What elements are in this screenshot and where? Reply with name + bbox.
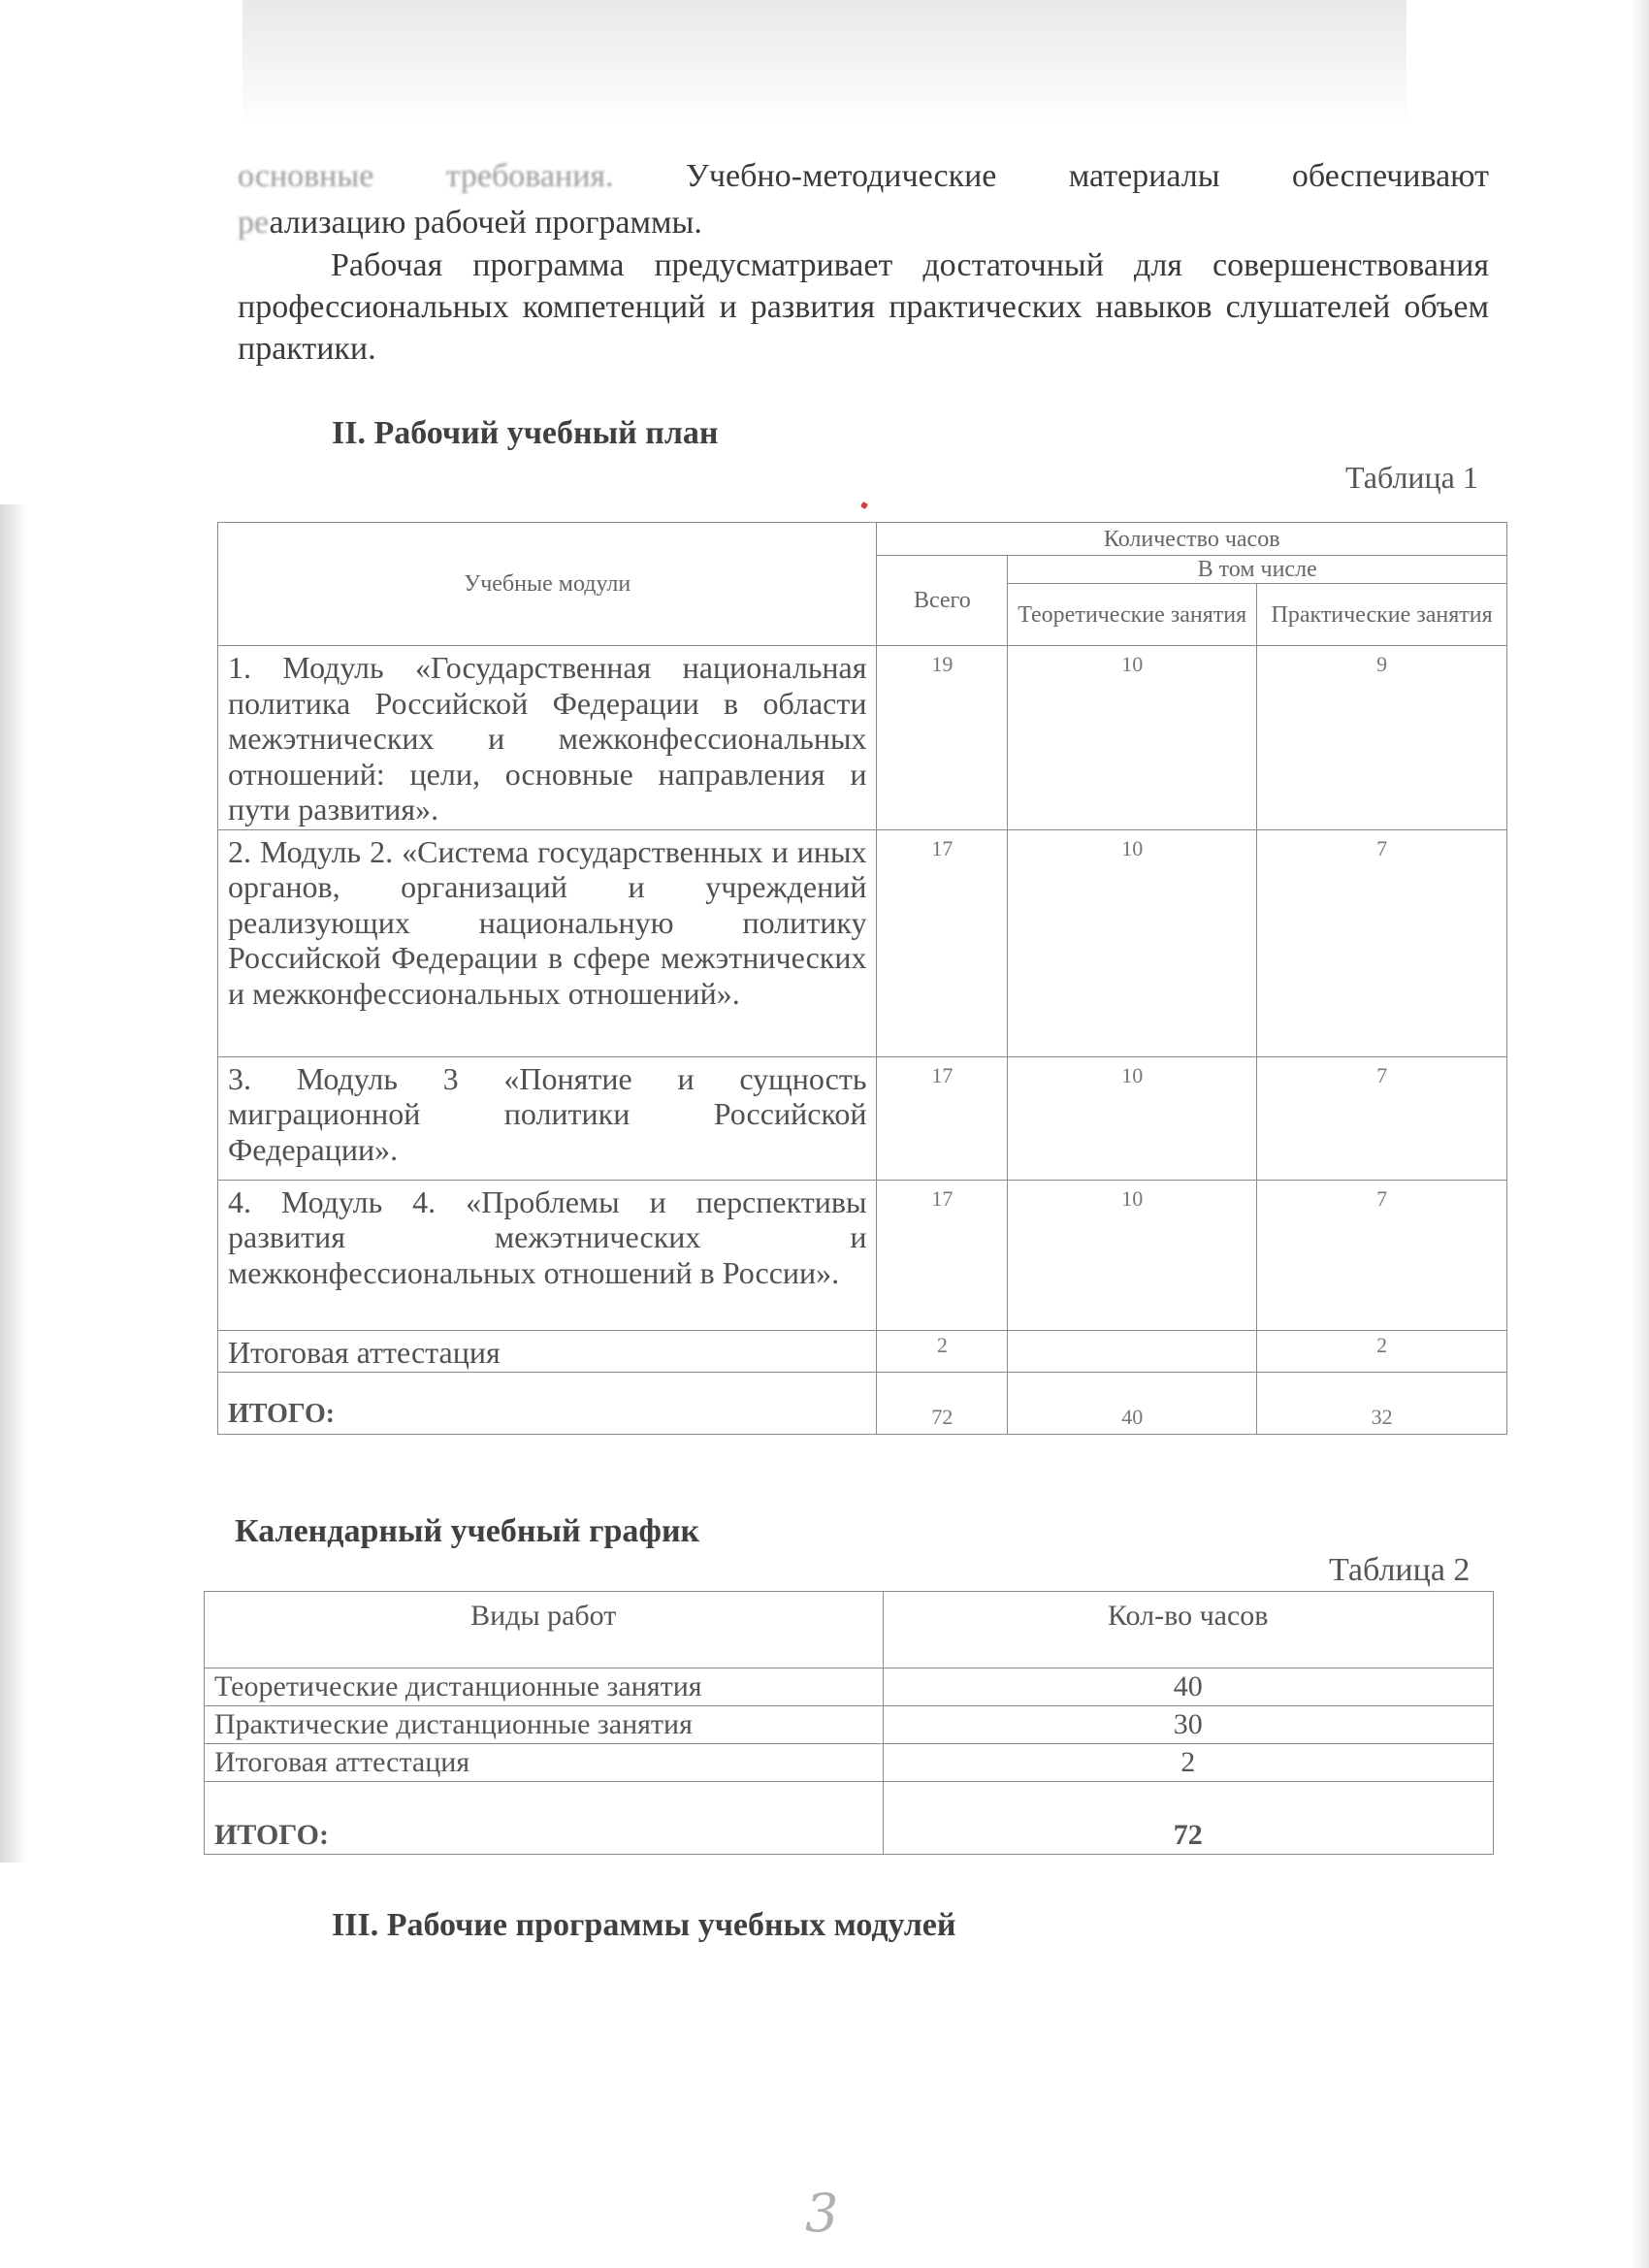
- final-attestation-theory: [1008, 1330, 1257, 1373]
- header-kind: Виды работ: [205, 1592, 884, 1669]
- calendar-title: Календарный учебный график: [235, 1513, 700, 1549]
- module-name: 1. Модуль «Государственная национальная политика Российской Федерации в области межэтнических и межконфессиональных отношений: цели, основные направления и пути развития».: [218, 646, 877, 830]
- table-row: [218, 1180, 1507, 1330]
- intro-paragraph-2: Рабочая программа предусматривает достаточный для совершенствования профессиональных компетенций и развития практических навыков слушателей объем практики.: [238, 247, 1489, 367]
- total-practice: 32: [1257, 1373, 1507, 1435]
- table-row: [205, 1744, 1494, 1782]
- module-practice: 7: [1257, 1056, 1507, 1180]
- module-total: 19: [877, 646, 1008, 830]
- table-row: [205, 1669, 1494, 1706]
- module-theory: 10: [1008, 1056, 1257, 1180]
- work-hours: 30: [883, 1706, 1493, 1744]
- module-theory: 10: [1008, 829, 1257, 1056]
- final-attestation-label: Итоговая аттестация: [218, 1330, 877, 1373]
- total-theory: 40: [1008, 1373, 1257, 1435]
- red-mark: [860, 502, 868, 509]
- module-total: 17: [877, 1056, 1008, 1180]
- table-row: [218, 1056, 1507, 1180]
- intro-line-2-faded: ре: [238, 205, 270, 241]
- page-number: 3: [805, 2183, 839, 2244]
- work-hours: 40: [883, 1669, 1493, 1706]
- section-2-title: II. Рабочий учебный план: [332, 415, 719, 451]
- scan-blur: [242, 0, 1406, 126]
- work-hours: 2: [883, 1744, 1493, 1782]
- scan-shadow-right: [1632, 0, 1649, 2268]
- total-hours: 72: [877, 1373, 1008, 1435]
- module-practice: 7: [1257, 829, 1507, 1056]
- total-row: [218, 1373, 1507, 1435]
- total-label: ИТОГО:: [218, 1373, 877, 1435]
- table-2-caption: Таблица 2: [1329, 1552, 1471, 1588]
- intro-line-2: [238, 202, 1489, 244]
- header-including: В том числе: [1008, 556, 1507, 584]
- table-row: [218, 646, 1507, 830]
- total-hours: 72: [883, 1782, 1493, 1855]
- header-hours: Количество часов: [877, 523, 1507, 556]
- module-total: 17: [877, 1180, 1008, 1330]
- table-row: [218, 829, 1507, 1056]
- module-name: 4. Модуль 4. «Проблемы и перспективы развития межэтнических и межконфессиональных отношений в России».: [218, 1180, 877, 1330]
- module-theory: 10: [1008, 646, 1257, 830]
- header-hours: Кол-во часов: [883, 1592, 1493, 1669]
- module-theory: 10: [1008, 1180, 1257, 1330]
- study-plan-table: [217, 522, 1507, 1435]
- total-row: [205, 1782, 1494, 1855]
- module-practice: 7: [1257, 1180, 1507, 1330]
- header-theory: Теоретические занятия: [1008, 584, 1257, 646]
- intro-line-1-faded: основные требования.: [238, 158, 614, 194]
- header-practice: Практические занятия: [1257, 584, 1507, 646]
- intro-line-2-rest: ализацию рабочей программы.: [269, 205, 702, 241]
- calendar-table: [204, 1591, 1494, 1855]
- intro-line-1-rest: Учебно-методические материалы обеспечивают: [685, 158, 1489, 194]
- intro-line-1: [238, 155, 1489, 198]
- work-kind: Практические дистанционные занятия: [205, 1706, 884, 1744]
- table-row: [205, 1706, 1494, 1744]
- header-modules: Учебные модули: [218, 523, 877, 646]
- module-practice: 9: [1257, 646, 1507, 830]
- section-3-title: III. Рабочие программы учебных модулей: [332, 1907, 956, 1943]
- work-kind: Теоретические дистанционные занятия: [205, 1669, 884, 1706]
- scan-shadow-left: [0, 504, 27, 1863]
- final-attestation-practice: 2: [1257, 1330, 1507, 1373]
- module-name: 2. Модуль 2. «Система государственных и иных органов, организаций и учреждений реализующих национальную политику Российской Федерации в сфере межэтнических и межконфессиональных отношений».: [218, 829, 877, 1056]
- module-total: 17: [877, 829, 1008, 1056]
- table-row: [218, 1330, 1507, 1373]
- header-total: Всего: [877, 556, 1008, 646]
- table-1-caption: Таблица 1: [1345, 460, 1478, 495]
- work-kind: Итоговая аттестация: [205, 1744, 884, 1782]
- final-attestation-total: 2: [877, 1330, 1008, 1373]
- module-name: 3. Модуль 3 «Понятие и сущность миграционной политики Российской Федерации».: [218, 1056, 877, 1180]
- total-label: ИТОГО:: [205, 1782, 884, 1855]
